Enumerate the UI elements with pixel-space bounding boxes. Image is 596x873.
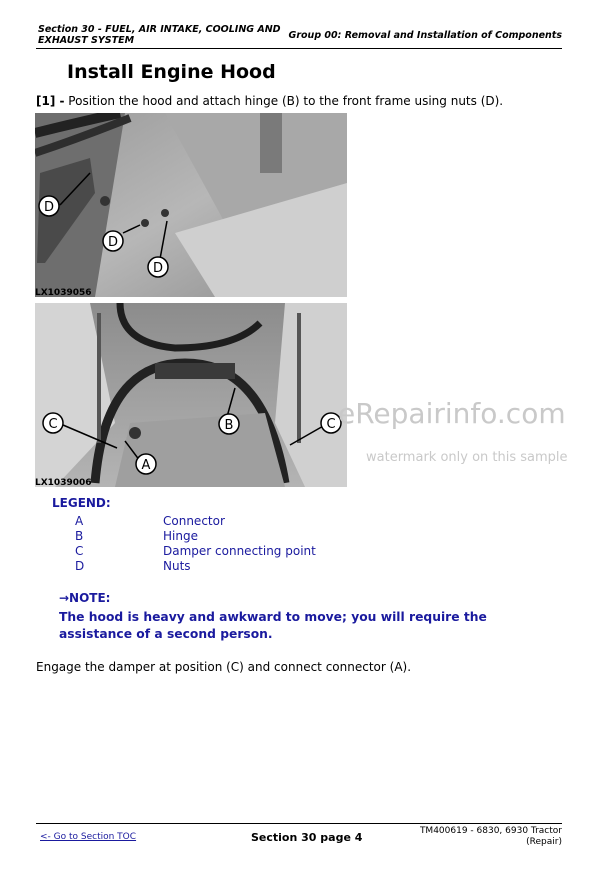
watermark-note: watermark only on this sample: [366, 450, 568, 465]
svg-text:D: D: [107, 235, 119, 250]
step-instruction: Position the hood and attach hinge (B) to the front frame using nuts (D).: [64, 94, 504, 108]
callout-b: [219, 414, 239, 434]
document-id: TM400619 - 6830, 6930 Tractor (Repair): [419, 826, 562, 847]
section-header: [38, 24, 288, 46]
photo-code: LX1039006: [35, 478, 92, 487]
note-body: The hood is heavy and awkward to move; you will require the assistance of a second person.: [59, 610, 487, 641]
photo-code: LX1039056: [35, 288, 92, 297]
callout-d-1: [39, 196, 59, 216]
step-text: [36, 94, 503, 108]
page-number: Section 30 page 4: [251, 831, 363, 844]
photo-hinge-nuts: [35, 113, 347, 297]
legend-title: LEGEND:: [52, 496, 111, 510]
callout-d-3: [148, 257, 168, 277]
svg-text:B: B: [224, 418, 234, 433]
svg-text:D: D: [152, 261, 164, 276]
footer-divider: [36, 823, 562, 824]
instruction-text: Engage the damper at position (C) and connect connector (A).: [36, 660, 412, 674]
callout-d-2: [103, 231, 123, 251]
note-title: →NOTE:: [59, 591, 111, 605]
group-header: Group 00: Removal and Installation of Components: [288, 30, 562, 41]
section-title-line2: EXHAUST SYSTEM: [38, 35, 135, 46]
section-title-line1: Section 30 - FUEL, AIR INTAKE, COOLING AND: [38, 24, 281, 35]
section-toc-link[interactable]: <- Go to Section TOC: [40, 832, 137, 842]
svg-text:A: A: [141, 458, 151, 473]
watermark-site: eRepairinfo.com: [338, 397, 566, 430]
svg-text:D: D: [43, 200, 55, 215]
header-divider: [36, 48, 562, 49]
svg-text:C: C: [326, 417, 336, 432]
callout-a: [136, 454, 156, 474]
step-number: [1] -: [36, 94, 65, 108]
svg-text:C: C: [48, 417, 58, 432]
page-title: Install Engine Hood: [67, 61, 276, 83]
callout-c-left: [43, 413, 63, 433]
photo-damper-connector: [35, 303, 347, 487]
